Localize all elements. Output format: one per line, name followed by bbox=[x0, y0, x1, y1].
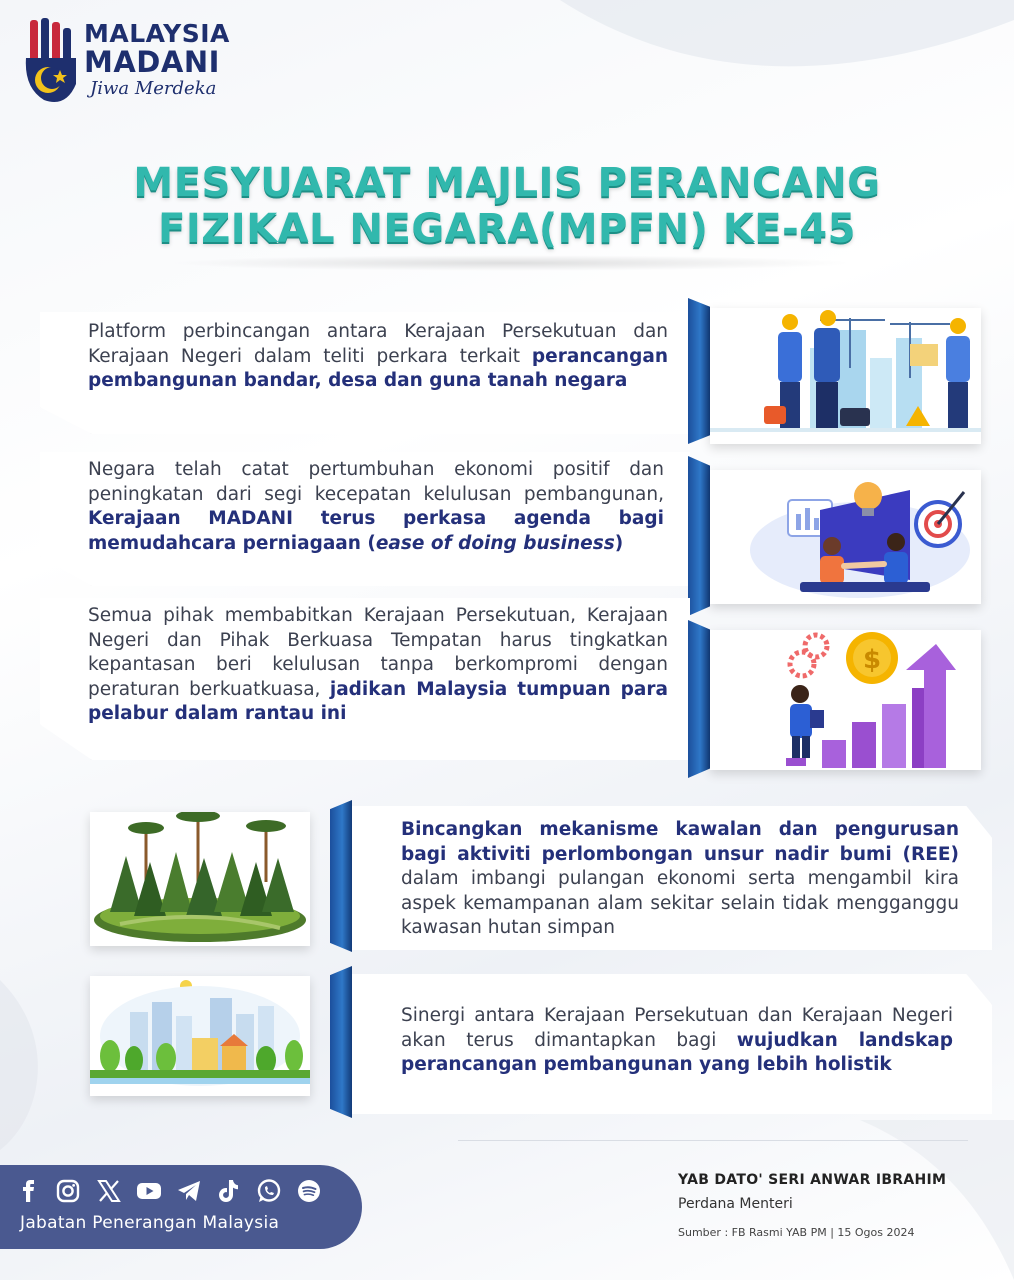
x-icon[interactable] bbox=[96, 1178, 122, 1204]
forest-illustration bbox=[90, 812, 310, 946]
point-2-tab bbox=[688, 456, 710, 616]
tiktok-icon[interactable] bbox=[215, 1178, 241, 1204]
green-city-illustration bbox=[90, 976, 310, 1096]
signatory-role: Perdana Menteri bbox=[678, 1196, 793, 1212]
youtube-icon[interactable] bbox=[136, 1178, 162, 1204]
malaysia-madani-logo bbox=[22, 18, 242, 108]
footer-divider bbox=[458, 1140, 968, 1141]
point-1-bold: perancangan pembangunan bandar, desa dan guna tanah negara bbox=[88, 345, 668, 391]
point-2-plain: Negara telah catat pertumbuhan ekonomi positif dan peningkatan dari segi kecepatan kelulusan pembangunan, bbox=[88, 459, 664, 505]
instagram-icon[interactable] bbox=[55, 1178, 81, 1204]
point-1-tab bbox=[688, 298, 710, 444]
point-text-5 bbox=[401, 1004, 953, 1078]
logo-tagline: Jiwa Merdeka bbox=[90, 78, 217, 99]
telegram-icon[interactable] bbox=[176, 1178, 202, 1204]
title-line1: MESYUARAT MAJLIS PERANCANG bbox=[133, 160, 881, 206]
title-line2: FIZIKAL NEGARA(MPFN) KE-45 bbox=[158, 206, 856, 252]
point-4-tab bbox=[330, 800, 352, 952]
point-5-bold: wujudkan landskap perancangan pembangunan yang lebih holistik bbox=[401, 1029, 953, 1075]
point-text-2 bbox=[88, 458, 664, 556]
point-text-3 bbox=[88, 604, 668, 727]
signatory-name: YAB DATO' SERI ANWAR IBRAHIM bbox=[678, 1172, 947, 1188]
spotify-icon[interactable] bbox=[296, 1178, 322, 1204]
agency-name: Jabatan Penerangan Malaysia bbox=[20, 1213, 280, 1233]
source-line: Sumber : FB Rasmi YAB PM | 15 Ogos 2024 bbox=[678, 1226, 915, 1239]
social-icons bbox=[16, 1178, 336, 1208]
point-2-bold: Kerajaan MADANI terus perkasa agenda bagi memudahcara perniagaan ( bbox=[88, 508, 664, 554]
business-handshake-illustration bbox=[710, 470, 981, 604]
logo-line1: MALAYSIA bbox=[84, 19, 230, 48]
facebook-icon[interactable] bbox=[16, 1178, 42, 1204]
point-4-bold: Bincangkan mekanisme kawalan dan pengurusan bagi aktiviti perlombongan unsur nadir bumi (REE) bbox=[401, 819, 959, 865]
point-1-plain: Platform perbincangan antara Kerajaan Persekutuan dan Kerajaan Negeri dalam teliti perkara terkait bbox=[88, 321, 668, 367]
point-text-4 bbox=[401, 818, 959, 941]
point-2-bold-italic: ease of doing business bbox=[375, 532, 615, 554]
whatsapp-icon[interactable] bbox=[256, 1178, 282, 1204]
point-3-plain: Semua pihak membabitkan Kerajaan Persekutuan, Kerajaan Negeri dan Pihak Berkuasa Tempatan harus tingkatkan kepantasan beri kelulusan tanpa berkompromi dengan peraturan berkuatkuasa, bbox=[88, 605, 668, 700]
page-title bbox=[0, 160, 1014, 252]
point-2-bold-end: ) bbox=[614, 532, 624, 554]
point-5-tab bbox=[330, 966, 352, 1118]
investment-growth-illustration bbox=[710, 630, 981, 770]
point-5-plain: Sinergi antara Kerajaan Persekutuan dan Kerajaan Negeri akan terus dimantapkan bagi bbox=[401, 1005, 953, 1051]
point-3-bold: jadikan Malaysia tumpuan para pelabur dalam rantau ini bbox=[88, 678, 668, 724]
title-underline-shadow bbox=[165, 255, 855, 271]
construction-workers-illustration bbox=[710, 308, 981, 444]
logo-line2: MADANI bbox=[84, 45, 220, 79]
point-text-1 bbox=[88, 320, 668, 394]
point-4-plain: dalam imbangi pulangan ekonomi serta mengambil kira aspek kemampanan alam sekitar selain tidak mengganggu kawasan hutan simpan bbox=[401, 868, 959, 938]
malaysia-madani-emblem-icon bbox=[22, 18, 80, 104]
point-3-tab bbox=[688, 620, 710, 778]
svg-text:$: $ bbox=[862, 645, 882, 675]
